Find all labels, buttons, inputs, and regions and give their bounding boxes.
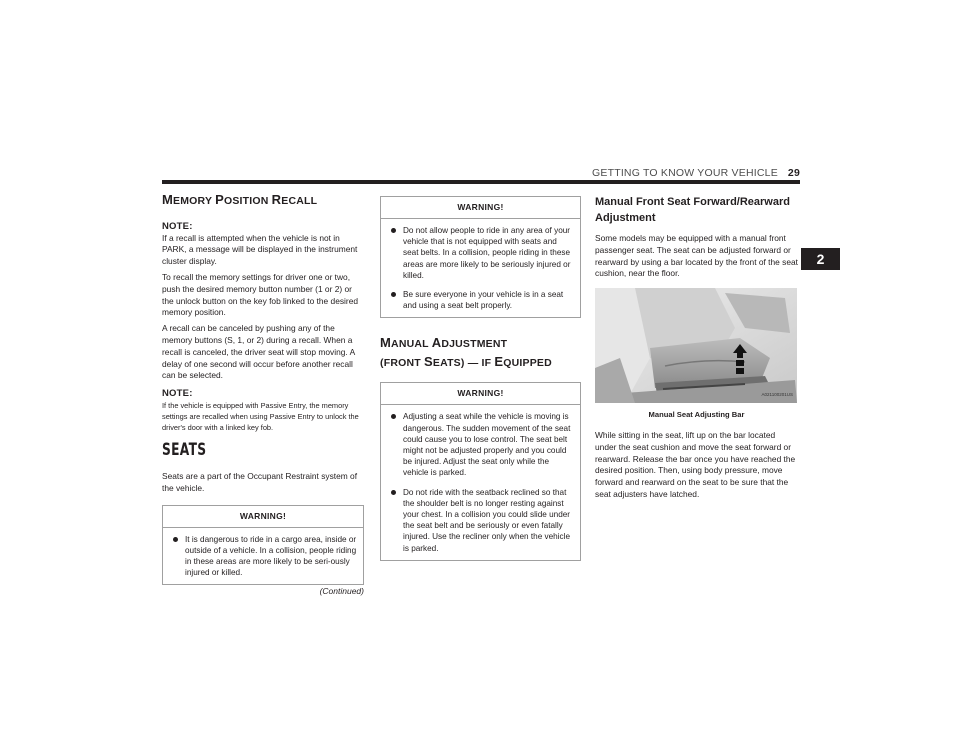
note-label: NOTE: <box>162 220 193 232</box>
warning-box <box>162 505 364 586</box>
paragraph: To recall the memory settings for driver one or two, push the desired memory button number (1 or 2) or the unlock button on the key fob linked to the desired memory position. <box>162 271 359 318</box>
warning-box <box>380 382 581 560</box>
paragraph: While sitting in the seat, lift up on the bar located under the seat cushion and move the seat forward or rearward. Release the bar once you have reached the desired position. Then, using body pressure, move forward and rearward on the seat to be sure that the seat adjusters have latched. <box>595 429 796 499</box>
bullet-icon <box>391 228 396 233</box>
memory-position-recall-heading: MEMORY POSITION RECALL <box>162 192 318 207</box>
bullet-icon <box>391 414 396 419</box>
warning-item: It is dangerous to ride in a cargo area, inside or outside of a vehicle. In a collision, people riding in these areas are more likely to be seri-ously injured or killed. <box>173 534 357 579</box>
warning-box <box>380 196 581 318</box>
header-title: GETTING TO KNOW YOUR VEHICLE <box>592 167 778 179</box>
column-3 <box>595 194 798 501</box>
seat-adjusting-bar-image <box>595 288 797 403</box>
warning-item: Do not ride with the seatback reclined so that the shoulder belt is no longer resting against your chest. In a collision you could slide under the seat belt and be seriously or even fatally injured. Use the recliner only when the vehicle is parked. <box>391 487 574 554</box>
continued-label: (Continued) <box>319 586 364 597</box>
bullet-icon <box>173 537 178 542</box>
header-rule <box>162 180 800 184</box>
paragraph: A recall can be canceled by pushing any of the memory buttons (S, 1, or 2) during a recall. When a recall is canceled, the driver seat will stop moving. A delay of one second will occur before another recall can be selected. <box>162 323 355 381</box>
note-text: If a recall is attempted when the vehicle is not in PARK, a message will be displayed in the instrument cluster display. <box>162 232 358 267</box>
warning-title: WARNING! <box>381 197 580 219</box>
paragraph: Some models may be equipped with a manual front passenger seat. The seat can be adjusted forward or rearward by using a bar located by the front of the seat cushion, near the floor. <box>595 233 798 279</box>
manual-front-seat-heading: Manual Front Seat Forward/Rearward Adjustment <box>595 196 790 224</box>
warning-item: Be sure everyone in your vehicle is in a seat and using a seat belt properly. <box>391 289 574 311</box>
warning-item: Do not allow people to ride in any area of your vehicle that is not equipped with seats and seat belts. In a collision, people riding in these areas are more likely to be seriously injured or killed. <box>391 225 574 281</box>
warning-title: WARNING! <box>163 506 363 528</box>
note-label: NOTE: <box>162 388 193 400</box>
warning-title: WARNING! <box>381 383 580 405</box>
chapter-tab: 2 <box>801 248 840 270</box>
seats-heading: SEATS <box>162 439 207 460</box>
column-1 <box>162 194 364 598</box>
column-2 <box>380 196 581 561</box>
bullet-icon <box>391 292 396 297</box>
manual-adjustment-heading: MANUAL ADJUSTMENT (FRONT SEATS) — IF EQUIPPED <box>380 335 552 370</box>
image-caption: Manual Seat Adjusting Bar <box>648 410 745 420</box>
running-header <box>592 167 800 179</box>
note-text: If the vehicle is equipped with Passive Entry, the memory settings are recalled when using Passive Entry to unlock the driver's door with a linked key fob. <box>162 400 359 432</box>
page-number: 29 <box>787 167 800 179</box>
image-code: A021100201US <box>761 392 793 398</box>
up-arrow-icon <box>733 344 747 376</box>
seats-heading-wrap <box>162 439 364 467</box>
paragraph: Seats are a part of the Occupant Restraint system of the vehicle. <box>162 470 358 493</box>
warning-item: Adjusting a seat while the vehicle is moving is dangerous. The sudden movement of the seat could cause you to lose control. The seat belt might not be adjusted properly and you could be injured. Adjust the seat only while the vehicle is parked. <box>391 411 574 478</box>
bullet-icon <box>391 490 396 495</box>
seat-photo-illustration <box>595 288 797 403</box>
